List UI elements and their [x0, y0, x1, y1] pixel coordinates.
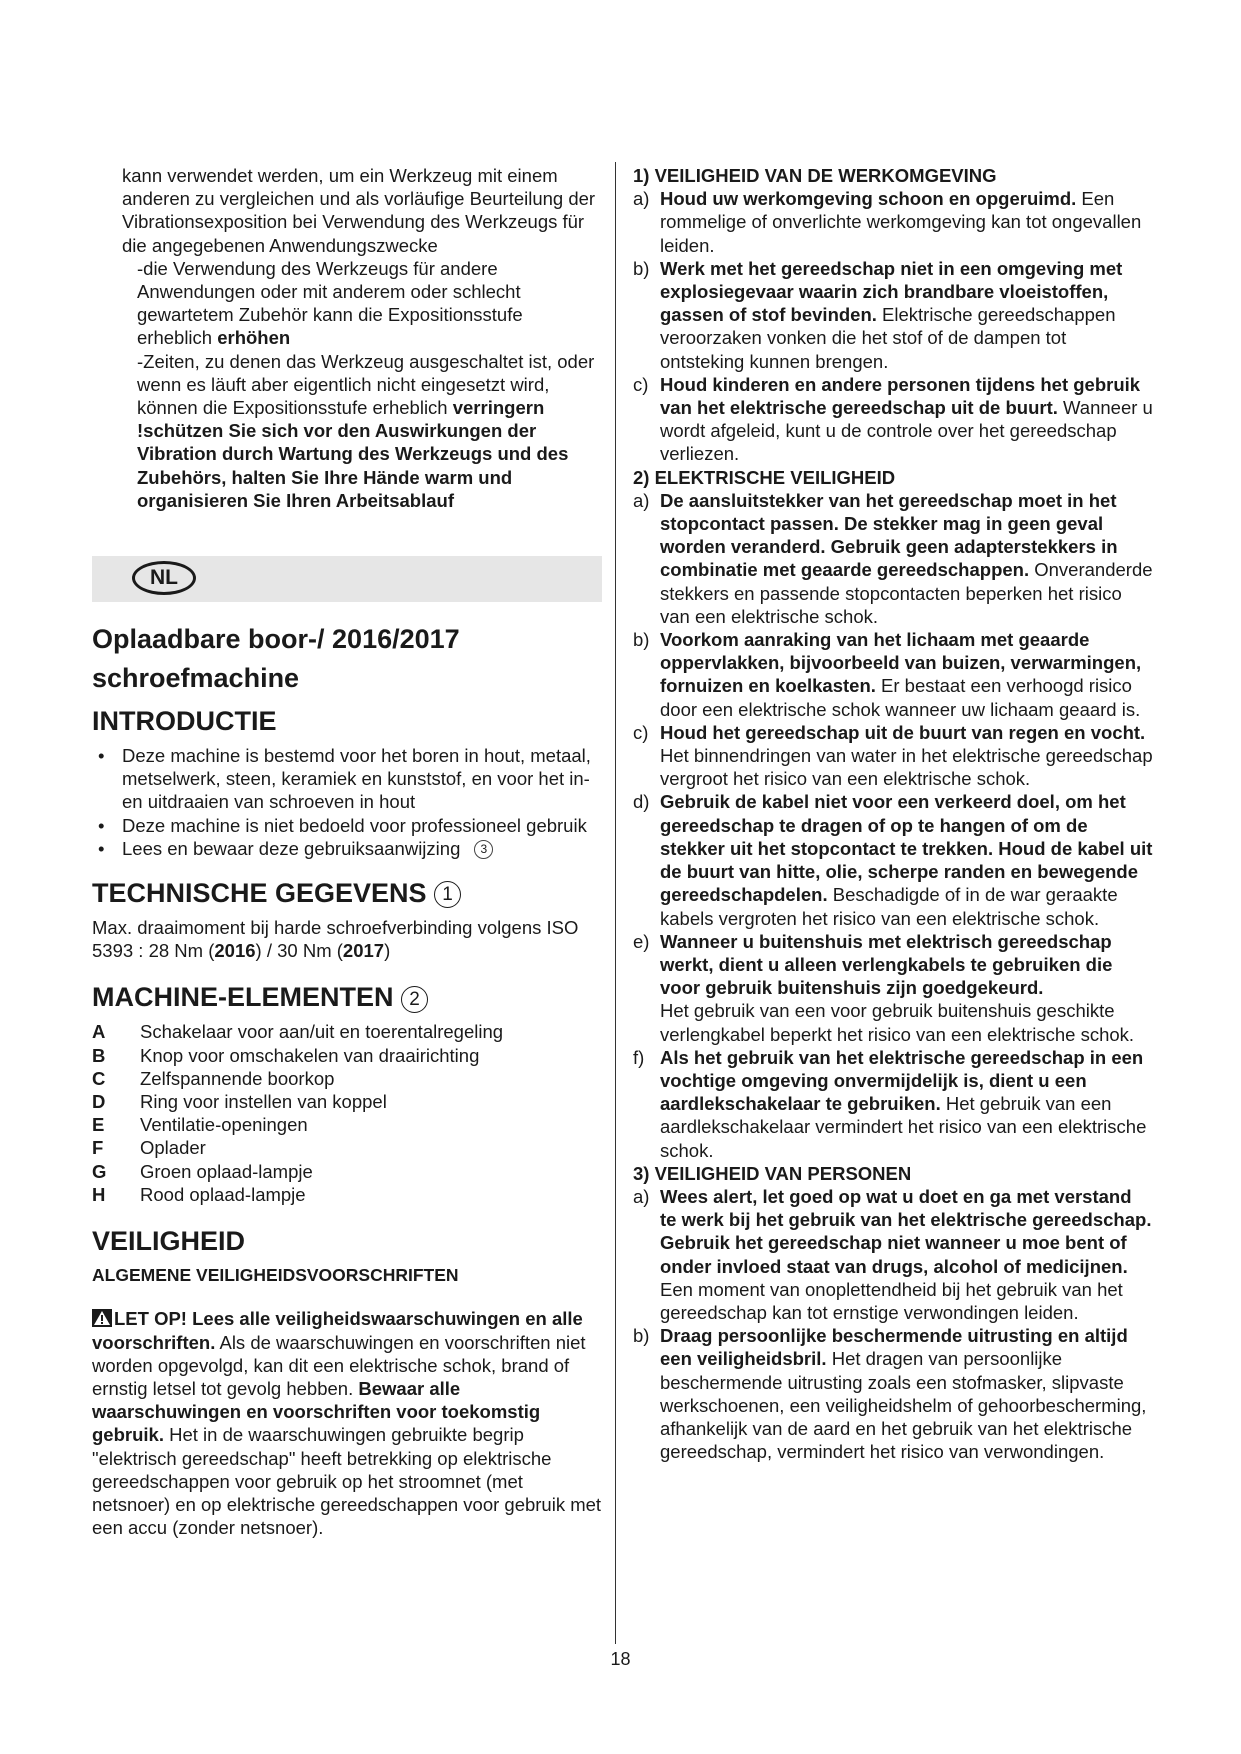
- tech-text: Max. draaimoment bij harde schroefverbinding volgens ISO 5393 : 28 Nm (2016) / 30 Nm (2017): [92, 917, 579, 962]
- element-row: D Ring voor instellen van koppel: [92, 1091, 387, 1113]
- intro-heading: INTRODUCTIE: [92, 706, 277, 737]
- column-divider: [615, 162, 616, 1644]
- safety-text: LET OP! Lees alle veiligheidswaarschuwingen en alle voorschriften. Als de waarschuwingen en voorschriften niet worden opgevolgd, kan dit een elektrische schok, brand of ernstig letsel tot gevolg hebben. Bewaar alle waarschuwingen en voorschriften voor toekomstig gebruik. Het in de waarschuwingen gebruikte begrip "elektrisch gereedschap" heeft betrekking op elektrische gereedschappen voor gebruik op het stroomnet (met netsnoer) en op elektrische gereedschappen voor gebruik met een accu (zonder netsnoer).: [92, 1308, 602, 1539]
- rule-1a: a) Houd uw werkomgeving schoon en opgeruimd. Een rommelige of onverlichte werkomgeving kan tot ongevallen leiden.: [633, 188, 1142, 256]
- de-intro: kann verwendet werden, um ein Werkzeug mit einem anderen zu vergleichen und als vorläufige Beurteilung der Vibrationsexposition bei Verwendung des Werkzeugs für die angegebenen Anwendungszwecke: [122, 165, 596, 256]
- safety-subheading: ALGEMENE VEILIGHEIDSVOORSCHRIFTEN: [92, 1265, 459, 1286]
- rule-2e: e) Wanneer u buitenshuis met elektrisch gereedschap werkt, dient u alleen verlengkabels te gebruiken die voor gebruik buitenshuis zijn goedgekeurd. Het gebruik van een voor gebruik buitenshuis geschikte verlengkabel beperkt het risico van een elektrische schok.: [633, 930, 1135, 1045]
- element-row: F Oplader: [92, 1137, 206, 1159]
- section-heading-1: 1) VEILIGHEID VAN DE WERKOMGEVING: [633, 165, 997, 186]
- rule-1b: b) Werk met het gereedschap niet in een omgeving met explosiegevaar waarin zich brandbare vloeistoffen, gassen of stof bevinden. Elektrische gereedschappen veroorzaken vonken die het stof of de dampen tot ontsteking kunnen brengen.: [633, 257, 1123, 372]
- safety-heading: VEILIGHEID: [92, 1226, 246, 1257]
- rule-2a: a) De aansluitstekker van het gereedschap moet in het stopcontact passen. De stekker mag in geen geval worden veranderd. Gebruik geen adapterstekkers in combinatie met geaarde gereedschappen. Onveranderde stekkers en passende stopcontacten beperken het risico van een elektrische schok.: [633, 489, 1153, 627]
- tech-heading: TECHNISCHE GEGEVENS 1: [92, 876, 602, 910]
- elements-list: [92, 1020, 602, 1206]
- right-column: [633, 164, 1153, 1463]
- list-item: • Deze machine is niet bedoeld voor professioneel gebruik: [98, 814, 587, 836]
- rule-3b: b) Draag persoonlijke beschermende uitrusting en altijd een veiligheidsbril. Het dragen van persoonlijke beschermende uitrusting zoals een stofmasker, slipvaste werkschoenen, een veiligheidshelm of gehoorbescherming, afhankelijk van de aard en het gebruik van het elektrische gereedschap, vermindert het risico van verwondingen.: [633, 1325, 1147, 1463]
- element-row: B Knop voor omschakelen van draairichting: [92, 1044, 480, 1066]
- list-item: • Lees en bewaar deze gebruiksaanwijzing 3: [92, 837, 602, 860]
- rule-2c: c) Houd het gereedschap uit de buurt van regen en vocht. Het binnendringen van water in het elektrische gereedschap vergroot het risico van een elektrische schok.: [633, 721, 1153, 790]
- warning-icon: [92, 1309, 112, 1327]
- language-badge: NL: [132, 561, 196, 595]
- element-row: C Zelfspannende boorkop: [92, 1067, 335, 1089]
- element-row: E Ventilatie-openingen: [92, 1114, 308, 1136]
- de-item-1: -die Verwendung des Werkzeugs für andere Anwendungen oder mit anderem oder schlecht gewartetem Zubehör kann die Expositionsstufe erheblich erhöhen: [137, 257, 523, 349]
- element-row: H Rood oplaad-lampje: [92, 1183, 306, 1205]
- rule-3a: a) Wees alert, let goed op wat u doet en ga met verstand te werk bij het gebruik van het elektrische gereedschap. Gebruik het gereedschap niet wanneer u moe bent of onder invloed staat van drugs, alcohol of medicijnen. Een moment van onoplettendheid bij het gebruik van het gereedschap kan tot ernstige verwondingen leiden.: [633, 1185, 1152, 1323]
- left-column: [92, 164, 602, 1539]
- de-item-2: -Zeiten, zu denen das Werkzeug ausgeschaltet ist, oder wenn es läuft aber eigentlich nicht eingesetzt wird, können die Expositionsstufe erheblich verringern: [137, 350, 595, 419]
- product-title: Oplaadbare boor-/ 2016/2017 schroefmachine: [92, 624, 460, 694]
- page-number: 18: [610, 1649, 631, 1669]
- rule-1c: c) Houd kinderen en andere personen tijdens het gebruik van het elektrische gereedschap uit de buurt. Wanneer u wordt afgeleid, kunt u de controle over het gereedschap verliezen.: [633, 373, 1153, 465]
- figure-ref-2: 2: [401, 986, 428, 1013]
- list-item: • Deze machine is bestemd voor het boren in hout, metaal, metselwerk, steen, keramiek en kunststof, en voor het in- en uitdraaien van schroeven in hout: [98, 745, 591, 813]
- element-row: G Groen oplaad-lampje: [92, 1160, 313, 1182]
- figure-ref-1: 1: [434, 881, 461, 908]
- figure-ref-3: 3: [474, 840, 493, 859]
- section-heading-2: 2) ELEKTRISCHE VEILIGHEID: [633, 466, 896, 488]
- de-warning: !schützen Sie sich vor den Auswirkungen der Vibration durch Wartung des Werkzeugs und des Zubehörs, halten Sie Ihre Hände warm und organisieren Sie Ihren Arbeitsablauf: [137, 420, 569, 511]
- elements-heading: MACHINE-ELEMENTEN 2: [92, 980, 602, 1014]
- rule-2b: b) Voorkom aanraking van het lichaam met geaarde oppervlakken, bijvoorbeeld van buizen, verwarmingen, fornuizen en koelkasten. Er bestaat een verhoogd risico door een elektrische schok wanneer uw lichaam geaard is.: [633, 629, 1142, 720]
- language-bar: [92, 556, 602, 602]
- rule-2d: d) Gebruik de kabel niet voor een verkeerd doel, om het gereedschap te dragen of op te hangen of om de stekker uit het stopcontact te trekken. Houd de kabel uit de buurt van hitte, olie, scherpe randen en bewegende gereedschapdelen. Beschadigde of in de war geraakte kabels vergroten het risico van een elektrische schok.: [633, 791, 1153, 929]
- element-row: A Schakelaar voor aan/uit en toerentalregeling: [92, 1021, 504, 1043]
- section-heading-3: 3) VEILIGHEID VAN PERSONEN: [633, 1162, 912, 1184]
- rule-2f: f) Als het gebruik van het elektrische gereedschap in een vochtige omgeving onvermijdelijk is, dient u een aardlekschakelaar te gebruiken. Het gebruik van een aardlekschakelaar vermindert het risico van een elektrische schok.: [633, 1046, 1147, 1161]
